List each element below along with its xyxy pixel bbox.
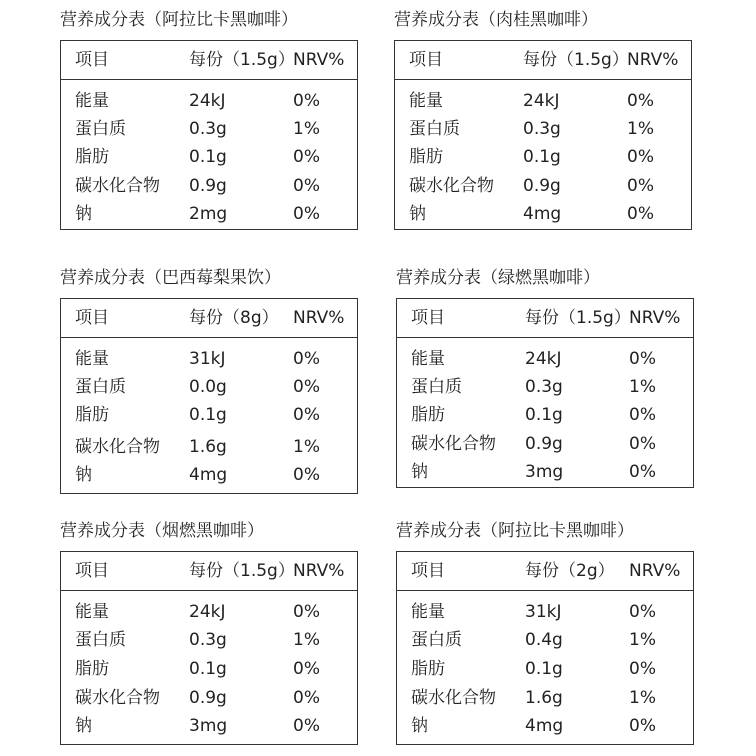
nutrient-nrv: 0%: [629, 659, 656, 679]
nutrient-name: 脂肪: [411, 405, 445, 425]
nutrient-name: 钠: [75, 204, 92, 224]
nutrient-amount: 0.3g: [525, 377, 563, 397]
nutrient-nrv: 0%: [293, 147, 320, 167]
table-row: [397, 688, 693, 708]
nutrient-amount: 3mg: [189, 716, 228, 736]
nutrient-amount: 4mg: [525, 716, 564, 736]
table-row: [397, 377, 693, 397]
table-row: [397, 434, 693, 454]
table-row: [61, 147, 357, 167]
nutrient-name: 蛋白质: [411, 377, 462, 397]
nutrient-nrv: 1%: [627, 119, 654, 139]
nutrient-name: 碳水化合物: [75, 176, 160, 196]
table-row: [61, 465, 357, 485]
nutrient-amount: 24kJ: [523, 91, 560, 111]
nutrient-nrv: 0%: [293, 405, 320, 425]
nutrient-nrv: 0%: [629, 716, 656, 736]
table-row: [397, 602, 693, 622]
nutrient-name: 碳水化合物: [409, 176, 494, 196]
nutrient-amount: 0.1g: [189, 659, 227, 679]
panel-title: 营养成分表（绿燃黑咖啡）: [396, 268, 600, 288]
nutrient-name: 碳水化合物: [75, 688, 160, 708]
nutrient-amount: 0.3g: [523, 119, 561, 139]
nutrient-amount: 0.3g: [189, 630, 227, 650]
table-row: [61, 630, 357, 650]
nutrient-amount: 0.1g: [189, 147, 227, 167]
panel-title: 营养成分表（阿拉比卡黑咖啡）: [396, 521, 634, 541]
panel-title: 营养成分表（阿拉比卡黑咖啡）: [60, 10, 298, 30]
table-header: [397, 552, 693, 591]
nutrient-nrv: 1%: [293, 119, 320, 139]
nutrient-name: 蛋白质: [411, 630, 462, 650]
table-row: [61, 602, 357, 622]
nutrient-amount: 0.9g: [523, 176, 561, 196]
header-nrv: NRV%: [629, 308, 681, 328]
nutrient-name: 碳水化合物: [75, 437, 160, 457]
table-row: [61, 716, 357, 736]
table-row: [61, 176, 357, 196]
table-header: [397, 299, 693, 338]
nutrient-amount: 0.0g: [189, 377, 227, 397]
nutrient-amount: 0.4g: [525, 630, 563, 650]
header-item: 项目: [411, 308, 445, 328]
nutrient-name: 蛋白质: [75, 119, 126, 139]
nutrient-name: 脂肪: [409, 147, 443, 167]
table-row: [61, 119, 357, 139]
nutrient-nrv: 0%: [629, 462, 656, 482]
table-row: [395, 91, 691, 111]
table-row: [61, 688, 357, 708]
header-item: 项目: [75, 308, 109, 328]
table-header: [395, 41, 691, 80]
nutrient-nrv: 0%: [293, 176, 320, 196]
nutrition-table: [396, 551, 694, 745]
table-header: [61, 41, 357, 80]
nutrient-name: 能量: [75, 91, 109, 111]
table-row: [395, 147, 691, 167]
nutrient-amount: 0.9g: [525, 434, 563, 454]
table-row: [397, 630, 693, 650]
table-row: [397, 716, 693, 736]
nutrient-nrv: 0%: [293, 91, 320, 111]
table-row: [61, 405, 357, 425]
nutrient-amount: 0.9g: [189, 176, 227, 196]
panel-title: 营养成分表（肉桂黑咖啡）: [394, 10, 598, 30]
nutrition-table: [396, 298, 694, 488]
nutrient-name: 钠: [75, 465, 92, 485]
header-serving: 每份（1.5g）: [189, 50, 295, 70]
nutrient-name: 碳水化合物: [411, 434, 496, 454]
nutrient-amount: 4mg: [523, 204, 562, 224]
nutrient-amount: 31kJ: [525, 602, 562, 622]
nutrient-name: 钠: [411, 462, 428, 482]
nutrient-amount: 31kJ: [189, 349, 226, 369]
nutrient-nrv: 1%: [293, 630, 320, 650]
nutrient-nrv: 1%: [629, 377, 656, 397]
nutrient-name: 钠: [411, 716, 428, 736]
nutrient-amount: 3mg: [525, 462, 564, 482]
header-item: 项目: [411, 561, 445, 581]
nutrient-name: 能量: [75, 349, 109, 369]
nutrient-name: 碳水化合物: [411, 688, 496, 708]
nutrient-nrv: 0%: [629, 405, 656, 425]
panel-title: 营养成分表（烟燃黑咖啡）: [60, 521, 264, 541]
table-row: [397, 405, 693, 425]
nutrient-nrv: 1%: [293, 437, 320, 457]
nutrient-name: 钠: [409, 204, 426, 224]
table-row: [397, 349, 693, 369]
nutrient-name: 能量: [411, 602, 445, 622]
header-nrv: NRV%: [627, 50, 679, 70]
nutrition-table: [394, 40, 692, 230]
header-serving: 每份（1.5g）: [189, 561, 295, 581]
nutrient-name: 脂肪: [411, 659, 445, 679]
nutrient-name: 能量: [411, 349, 445, 369]
nutrient-amount: 1.6g: [189, 437, 227, 457]
nutrient-nrv: 0%: [293, 659, 320, 679]
nutrient-nrv: 0%: [293, 377, 320, 397]
header-item: 项目: [75, 561, 109, 581]
nutrient-nrv: 1%: [629, 630, 656, 650]
nutrient-nrv: 0%: [627, 176, 654, 196]
nutrient-amount: 2mg: [189, 204, 228, 224]
nutrient-amount: 24kJ: [525, 349, 562, 369]
nutrient-amount: 4mg: [189, 465, 228, 485]
nutrient-amount: 0.1g: [523, 147, 561, 167]
table-row: [395, 176, 691, 196]
header-nrv: NRV%: [293, 308, 345, 328]
nutrient-amount: 24kJ: [189, 602, 226, 622]
nutrient-nrv: 0%: [627, 91, 654, 111]
nutrient-nrv: 0%: [629, 434, 656, 454]
nutrient-name: 蛋白质: [75, 377, 126, 397]
nutrient-nrv: 0%: [627, 204, 654, 224]
table-header: [61, 299, 357, 338]
nutrient-name: 蛋白质: [409, 119, 460, 139]
panel-title: 营养成分表（巴西莓梨果饮）: [60, 268, 281, 288]
table-row: [61, 349, 357, 369]
header-item: 项目: [75, 50, 109, 70]
header-serving: 每份（2g）: [525, 561, 615, 581]
nutrition-table: [60, 40, 358, 230]
header-serving: 每份（1.5g）: [523, 50, 629, 70]
nutrient-name: 能量: [75, 602, 109, 622]
table-row: [61, 659, 357, 679]
table-row: [61, 437, 357, 457]
nutrient-amount: 24kJ: [189, 91, 226, 111]
table-row: [395, 119, 691, 139]
header-nrv: NRV%: [629, 561, 681, 581]
nutrient-name: 脂肪: [75, 659, 109, 679]
nutrient-nrv: 0%: [293, 204, 320, 224]
header-serving: 每份（8g）: [189, 308, 279, 328]
table-row: [61, 377, 357, 397]
nutrient-nrv: 0%: [627, 147, 654, 167]
nutrient-nrv: 0%: [293, 688, 320, 708]
header-serving: 每份（1.5g）: [525, 308, 631, 328]
nutrition-table: [60, 298, 358, 494]
nutrient-amount: 1.6g: [525, 688, 563, 708]
header-nrv: NRV%: [293, 50, 345, 70]
nutrient-nrv: 0%: [293, 716, 320, 736]
table-row: [395, 204, 691, 224]
nutrient-amount: 0.3g: [189, 119, 227, 139]
nutrient-amount: 0.9g: [189, 688, 227, 708]
table-row: [397, 462, 693, 482]
table-header: [61, 552, 357, 591]
nutrition-table: [60, 551, 358, 745]
nutrient-nrv: 0%: [293, 349, 320, 369]
table-row: [61, 204, 357, 224]
nutrient-nrv: 0%: [629, 349, 656, 369]
nutrient-name: 蛋白质: [75, 630, 126, 650]
nutrient-amount: 0.1g: [525, 405, 563, 425]
nutrient-name: 脂肪: [75, 147, 109, 167]
nutrient-nrv: 0%: [293, 602, 320, 622]
nutrient-nrv: 1%: [629, 688, 656, 708]
header-nrv: NRV%: [293, 561, 345, 581]
nutrient-name: 脂肪: [75, 405, 109, 425]
nutrient-amount: 0.1g: [189, 405, 227, 425]
nutrient-nrv: 0%: [629, 602, 656, 622]
nutrient-name: 钠: [75, 716, 92, 736]
nutrient-amount: 0.1g: [525, 659, 563, 679]
table-row: [397, 659, 693, 679]
nutrient-nrv: 0%: [293, 465, 320, 485]
table-row: [61, 91, 357, 111]
header-item: 项目: [409, 50, 443, 70]
nutrient-name: 能量: [409, 91, 443, 111]
